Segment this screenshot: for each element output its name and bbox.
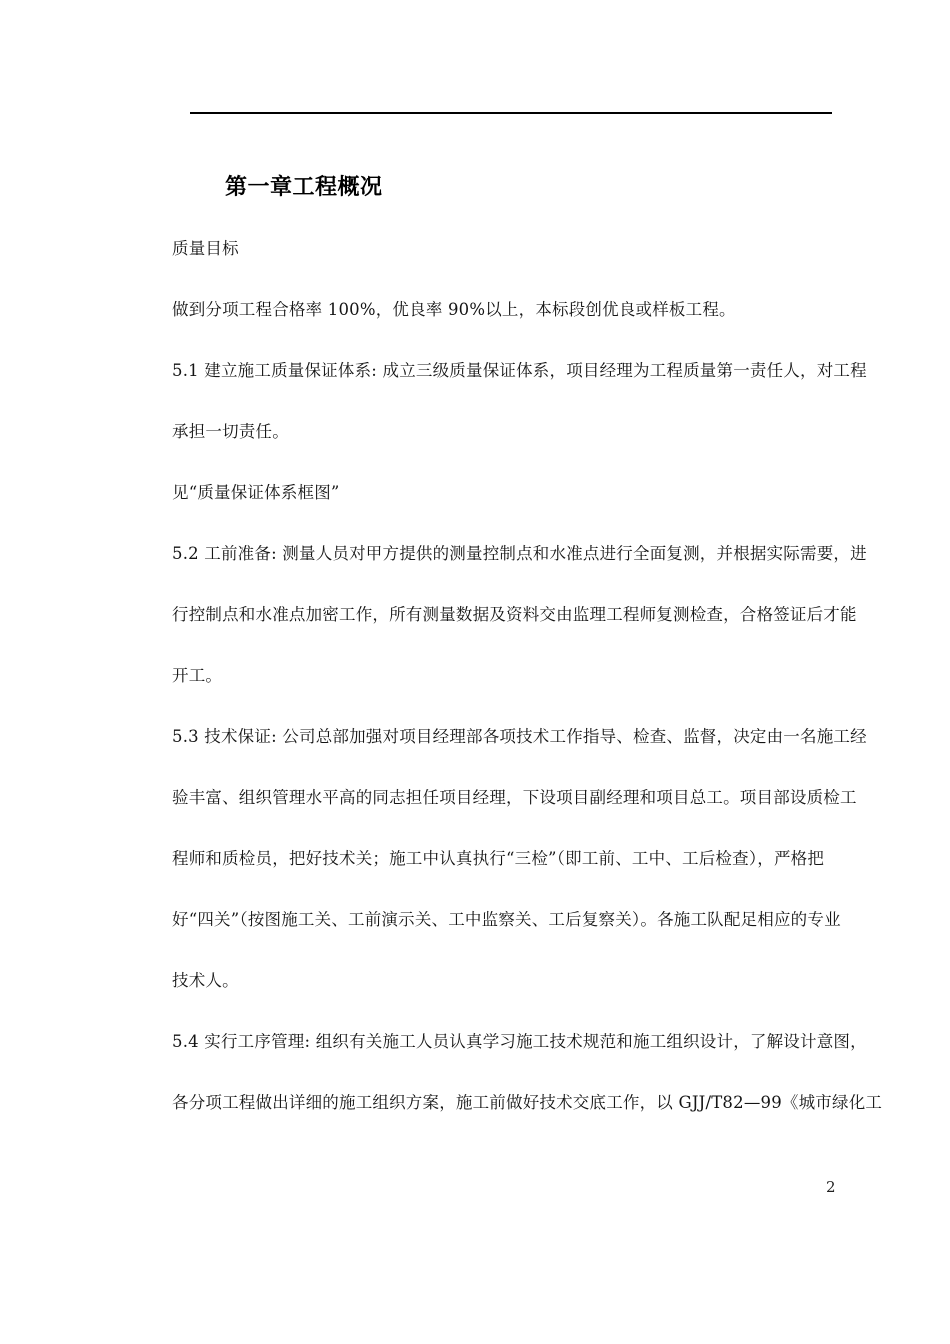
text-line: 见“质量保证体系框图”: [172, 483, 340, 502]
page-title: 第一章工程概况: [225, 174, 383, 199]
text-line: 程师和质检员，把好技术关；施工中认真执行“三检”（即工前、工中、工后检查），严格把: [172, 849, 825, 868]
text-line: 做到分项工程合格率 100%，优良率 90%以上，本标段创优良或样板工程。: [172, 300, 736, 319]
text-line: 质量目标: [172, 239, 239, 258]
text-line: 开工。: [172, 666, 223, 685]
document-body: [172, 218, 883, 1133]
page-number: 2: [826, 1178, 836, 1196]
text-line: 5.3 技术保证: 公司总部加强对项目经理部各项技术工作指导、检查、监督，决定由一名施工经: [172, 727, 867, 746]
text-line: 承担一切责任。: [172, 422, 289, 441]
text-line: 好“四关”（按图施工关、工前演示关、工中监察关、工后复察关）。各施工队配足相应的专业: [172, 910, 841, 929]
text-line: 行控制点和水准点加密工作，所有测量数据及资料交由监理工程师复测检查，合格签证后才能: [172, 605, 857, 624]
text-line: 技术人。: [172, 971, 239, 990]
text-line: 5.2 工前准备: 测量人员对甲方提供的测量控制点和水准点进行全面复测，并根据实际需要，进: [172, 544, 867, 563]
header-divider: [190, 112, 832, 114]
text-line: 5.1 建立施工质量保证体系: 成立三级质量保证体系，项目经理为工程质量第一责任人，对工程: [172, 361, 867, 380]
text-line: 验丰富、组织管理水平高的同志担任项目经理，下设项目副经理和项目总工。项目部设质检工: [172, 788, 857, 807]
text-line: 5.4 实行工序管理: 组织有关施工人员认真学习施工技术规范和施工组织设计，了解设计意图，: [172, 1032, 867, 1051]
text-line: 各分项工程做出详细的施工组织方案，施工前做好技术交底工作，以 GJJ/T82—99《城市绿化工: [172, 1093, 883, 1112]
